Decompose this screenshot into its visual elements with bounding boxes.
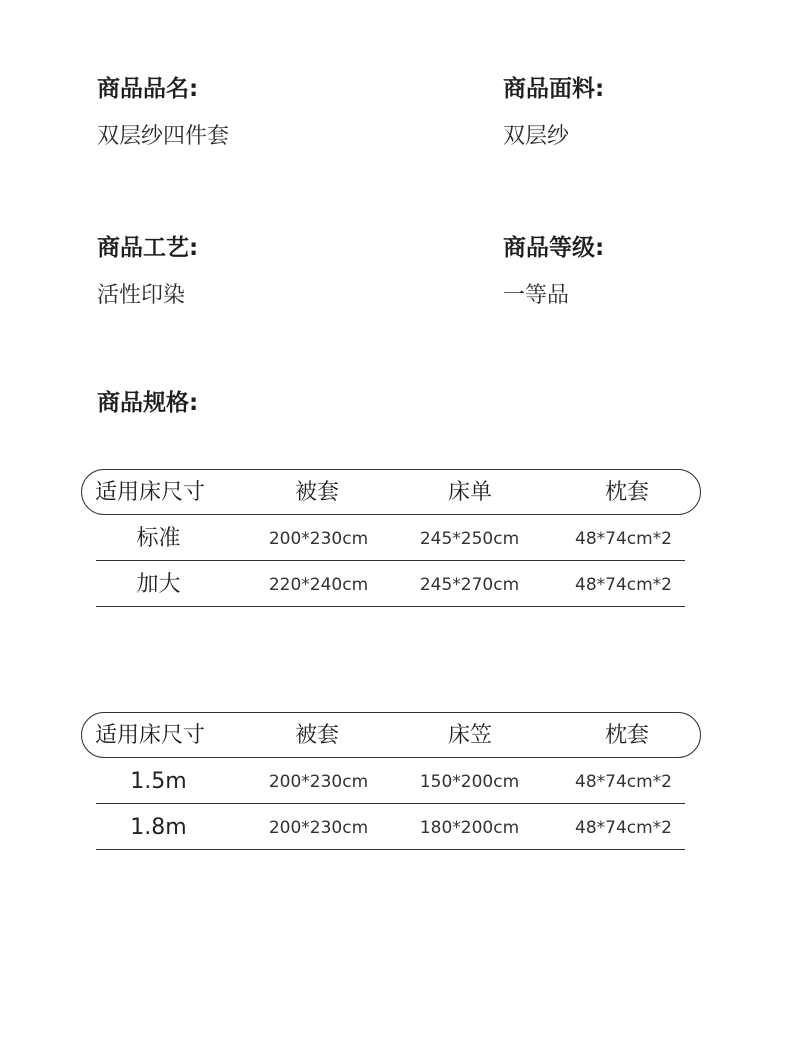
header-fitted-sheet: 床笠	[447, 723, 492, 748]
size-table-standard	[81, 469, 701, 607]
cell-sheet: 150*200cm	[419, 772, 520, 792]
cell-sheet: 245*250cm	[419, 529, 520, 549]
table-header	[81, 469, 701, 515]
cell-pillow: 48*74cm*2	[575, 575, 672, 595]
spec-title: 商品规格:	[97, 390, 199, 416]
cell-duvet: 200*230cm	[268, 772, 369, 792]
cell-sheet: 245*270cm	[419, 575, 520, 595]
cell-pillow: 48*74cm*2	[575, 529, 672, 549]
product-grade-field	[503, 229, 604, 309]
product-craft-label: 商品工艺:	[97, 235, 199, 261]
cell-pillow: 48*74cm*2	[575, 772, 672, 792]
cell-size: 标准	[136, 526, 181, 551]
table-header	[81, 712, 701, 758]
product-grade-label: 商品等级:	[503, 235, 605, 261]
product-craft-field	[97, 229, 198, 309]
table-row	[96, 758, 685, 804]
product-fabric-field	[503, 70, 604, 150]
table-row	[96, 804, 685, 850]
header-pillowcase: 枕套	[604, 480, 649, 505]
cell-size: 1.8m	[130, 815, 187, 840]
cell-size: 1.5m	[130, 769, 187, 794]
header-pillowcase: 枕套	[604, 723, 649, 748]
product-fabric-label: 商品面料:	[503, 76, 605, 102]
table-row	[96, 561, 685, 607]
product-name-label: 商品品名:	[97, 76, 199, 102]
product-fabric-value: 双层纱	[503, 124, 570, 149]
product-craft-value: 活性印染	[97, 283, 186, 308]
header-bed-sheet: 床单	[447, 480, 492, 505]
product-grade-value: 一等品	[503, 283, 570, 308]
product-name-value: 双层纱四件套	[97, 124, 230, 149]
product-name-field	[97, 70, 229, 150]
cell-duvet: 220*240cm	[268, 575, 369, 595]
size-table-metric	[81, 712, 701, 850]
header-bed-size: 适用床尺寸	[94, 480, 205, 505]
header-duvet-cover: 被套	[294, 480, 339, 505]
cell-duvet: 200*230cm	[268, 529, 369, 549]
header-bed-size: 适用床尺寸	[94, 723, 205, 748]
cell-size: 加大	[136, 572, 181, 597]
cell-pillow: 48*74cm*2	[575, 818, 672, 838]
cell-sheet: 180*200cm	[419, 818, 520, 838]
header-duvet-cover: 被套	[294, 723, 339, 748]
cell-duvet: 200*230cm	[268, 818, 369, 838]
table-row	[96, 515, 685, 561]
